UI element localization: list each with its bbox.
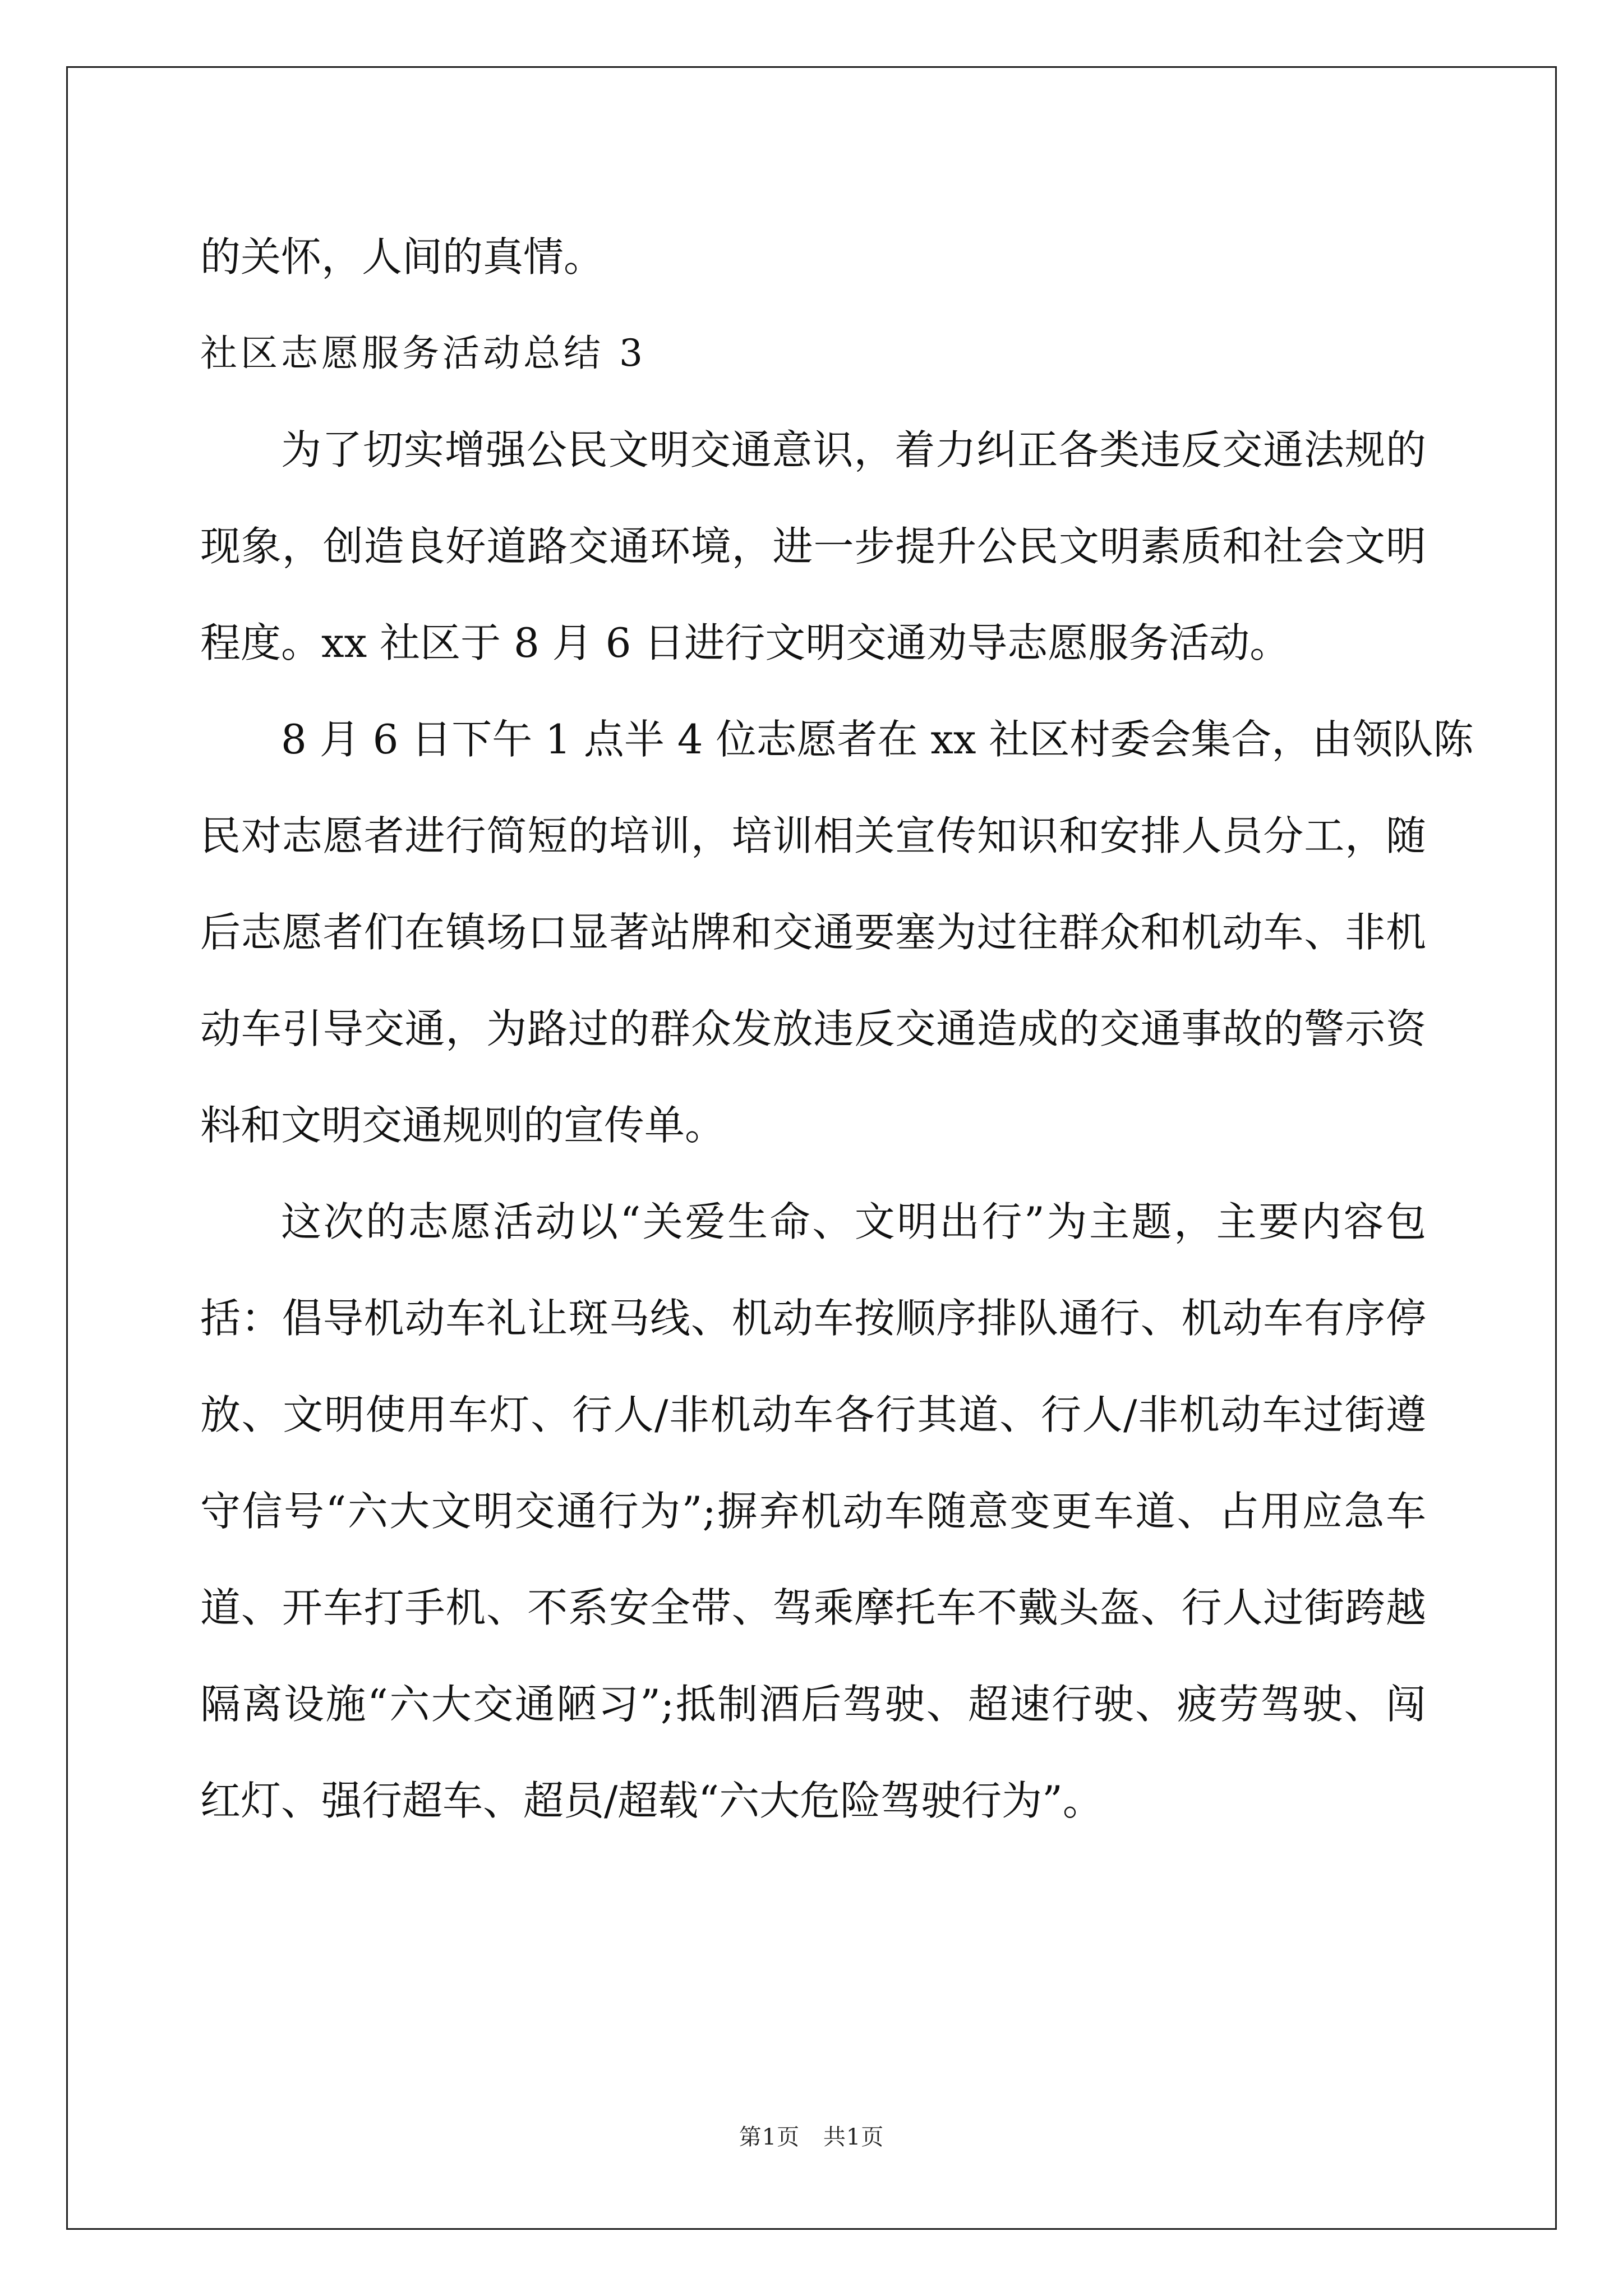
paragraph-line: 程度。xx 社区于 8 月 6 日进行文明交通劝导志愿服务活动。 [200, 619, 1290, 666]
section-heading: 社区志愿服务活动总结 3 [200, 332, 646, 375]
document-body [200, 209, 1474, 1849]
paragraph-line: 料和文明交通规则的宣传单。 [200, 1102, 726, 1149]
paragraph-line: 这次的志愿活动以“关爱生命、文明出行”为主题，主要内容包 [281, 1198, 1426, 1245]
paragraph-line: 的关怀，人间的真情。 [200, 233, 605, 280]
paragraph-line: 为了切实增强公民文明交通意识，着力纠正各类违反交通法规的 [281, 426, 1426, 473]
paragraph-line: 隔离设施“六大交通陋习”;抵制酒后驾驶、超速行驶、疲劳驾驶、闯 [200, 1681, 1426, 1728]
page-number-current: 第1页 [739, 2124, 800, 2150]
paragraph-line: 后志愿者们在镇场口显著站牌和交通要塞为过往群众和机动车、非机 [200, 909, 1426, 956]
paragraph-line: 红灯、强行超车、超员/超载“六大危险驾驶行为”。 [200, 1777, 1103, 1824]
paragraph-line: 守信号“六大文明交通行为”;摒弃机动车随意变更车道、占用应急车 [200, 1488, 1426, 1535]
page-footer [0, 2119, 1623, 2151]
paragraph-line: 现象，创造良好道路交通环境，进一步提升公民文明素质和社会文明 [200, 523, 1426, 570]
page-number-total: 共1页 [823, 2124, 884, 2150]
paragraph-line: 动车引导交通，为路过的群众发放违反交通造成的交通事故的警示资 [200, 1005, 1426, 1052]
paragraph-line: 括：倡导机动车礼让斑马线、机动车按顺序排队通行、机动车有序停 [200, 1295, 1426, 1342]
paragraph-line: 8 月 6 日下午 1 点半 4 位志愿者在 xx 社区村委会集合，由领队陈 [281, 716, 1474, 763]
paragraph-line: 道、开车打手机、不系安全带、驾乘摩托车不戴头盔、行人过街跨越 [200, 1584, 1426, 1631]
paragraph-line: 民对志愿者进行简短的培训，培训相关宣传知识和安排人员分工，随 [200, 812, 1426, 859]
paragraph-line: 放、文明使用车灯、行人/非机动车各行其道、行人/非机动车过街遵 [200, 1391, 1426, 1438]
